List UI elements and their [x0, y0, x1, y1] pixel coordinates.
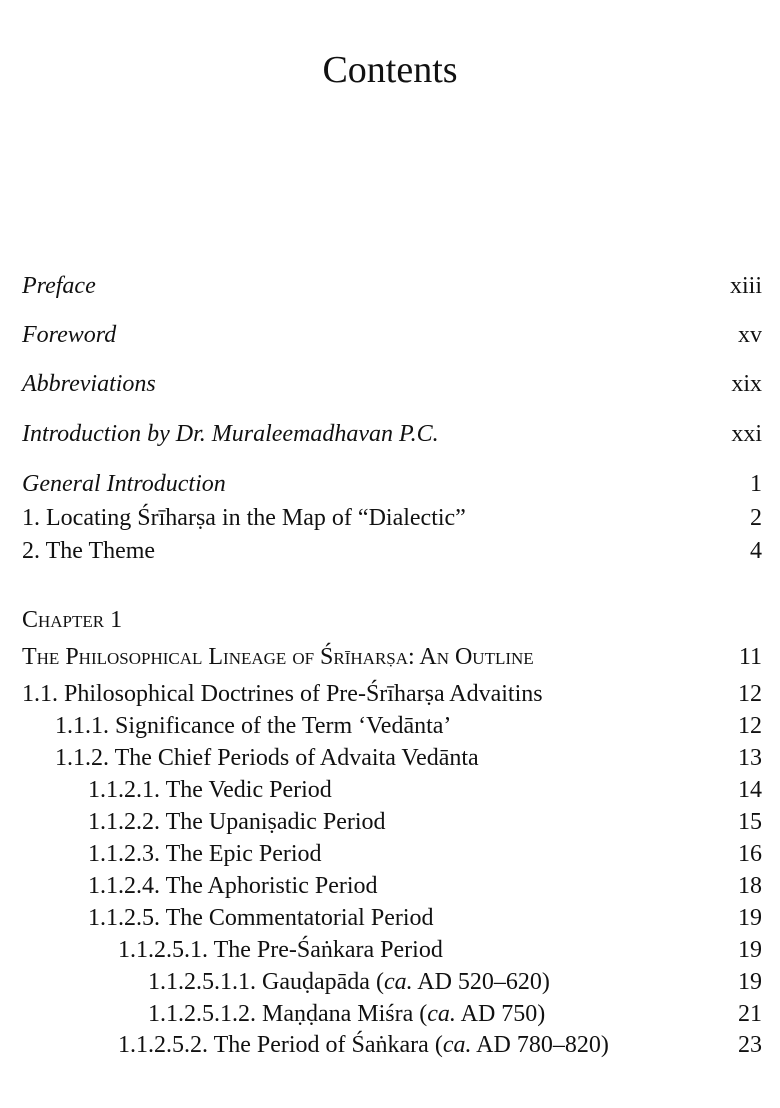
entry-label: General Introduction — [22, 471, 226, 497]
entry-label-text: 1.1.2.5.1.1. Gauḍapāda ( — [148, 969, 384, 995]
entry-label: 1.1.2. The Chief Periods of Advaita Vedānta — [55, 745, 479, 771]
entry-label — [148, 967, 550, 997]
toc-entry[interactable] — [0, 711, 780, 741]
entry-page: 1 — [750, 471, 762, 497]
toc-entry-preface[interactable] — [0, 271, 780, 301]
toc-entry-abbreviations[interactable] — [0, 369, 780, 399]
chapter-number-label: Chapter 1 — [22, 607, 123, 633]
entry-label-text: 1.1.2.5.1.2. Maṇḍana Miśra ( — [148, 1001, 428, 1027]
entry-label: 1.1.1. Significance of the Term ‘Vedānta’ — [55, 713, 452, 739]
toc-entry[interactable] — [0, 999, 780, 1029]
entry-page: 2 — [750, 505, 762, 531]
toc-entry-foreword[interactable] — [0, 320, 780, 350]
entry-page: 14 — [738, 777, 762, 803]
toc-entry[interactable] — [0, 807, 780, 837]
toc-entry[interactable] — [0, 536, 780, 566]
entry-page: xxi — [731, 421, 762, 447]
entry-label: Preface — [22, 273, 96, 299]
entry-label: 1.1.2.3. The Epic Period — [88, 841, 322, 867]
toc-entry[interactable] — [0, 775, 780, 805]
entry-label: Foreword — [22, 322, 117, 348]
entry-page: 21 — [738, 1001, 762, 1027]
entry-label: 1.1.2.2. The Upaniṣadic Period — [88, 809, 386, 835]
entry-label — [148, 999, 545, 1029]
entry-page: 13 — [738, 745, 762, 771]
entry-label-text: AD 750) — [455, 1001, 546, 1027]
circa-abbrev: ca. — [383, 969, 413, 995]
entry-page: 4 — [750, 538, 762, 564]
entry-page: 19 — [738, 937, 762, 963]
entry-page: xiii — [729, 273, 762, 299]
entry-label-text: 1.1.2.5.2. The Period of Śaṅkara ( — [118, 1032, 443, 1058]
toc-entry[interactable] — [0, 679, 780, 709]
toc-entry[interactable] — [0, 743, 780, 773]
entry-page: 18 — [738, 873, 762, 899]
toc-entry-general-introduction[interactable] — [0, 469, 780, 499]
entry-page: 23 — [738, 1032, 762, 1058]
entry-label: Abbreviations — [22, 371, 156, 397]
entry-page: 16 — [738, 841, 762, 867]
entry-page: xv — [738, 322, 762, 348]
entry-page: 19 — [738, 969, 762, 995]
toc-entry[interactable] — [0, 839, 780, 869]
entry-label: 2. The Theme — [22, 538, 156, 564]
circa-abbrev: ca. — [427, 1001, 456, 1027]
entry-page: 12 — [738, 713, 762, 739]
entry-label: 1.1.2.5.1. The Pre-Śaṅkara Period — [118, 937, 443, 963]
toc-entry[interactable] — [0, 967, 780, 997]
entry-label-text: AD 520–620) — [412, 969, 550, 995]
entry-label: 1.1.2.4. The Aphoristic Period — [88, 873, 378, 899]
page-title: Contents — [322, 49, 458, 91]
chapter-title-entry[interactable] — [0, 642, 780, 672]
toc-entry[interactable] — [0, 503, 780, 533]
entry-page: 11 — [738, 644, 762, 670]
entry-page: 12 — [738, 681, 762, 707]
entry-label-text: AD 780–820) — [471, 1032, 609, 1058]
entry-label: Introduction by Dr. Muraleemadhavan P.C. — [22, 421, 439, 447]
entry-page: xix — [731, 371, 762, 397]
toc-entry[interactable] — [0, 935, 780, 965]
entry-page: 15 — [738, 809, 762, 835]
entry-label — [118, 1030, 609, 1060]
chapter-number — [0, 605, 780, 635]
toc-entry[interactable] — [0, 903, 780, 933]
entry-label: 1.1.2.1. The Vedic Period — [88, 777, 332, 803]
toc-entry-introduction[interactable] — [0, 419, 780, 449]
toc-entry[interactable] — [0, 871, 780, 901]
circa-abbrev: ca. — [442, 1032, 472, 1058]
toc-entry[interactable] — [0, 1030, 780, 1060]
entry-label: 1.1.2.5. The Commentatorial Period — [88, 905, 434, 931]
chapter-title: The Philosophical Lineage of Śrīharṣa: An Outline — [22, 644, 534, 670]
entry-page: 19 — [738, 905, 762, 931]
entry-label: 1.1. Philosophical Doctrines of Pre-Śrīharṣa Advaitins — [22, 681, 543, 707]
entry-label: 1. Locating Śrīharṣa in the Map of “Dialectic” — [22, 505, 466, 531]
